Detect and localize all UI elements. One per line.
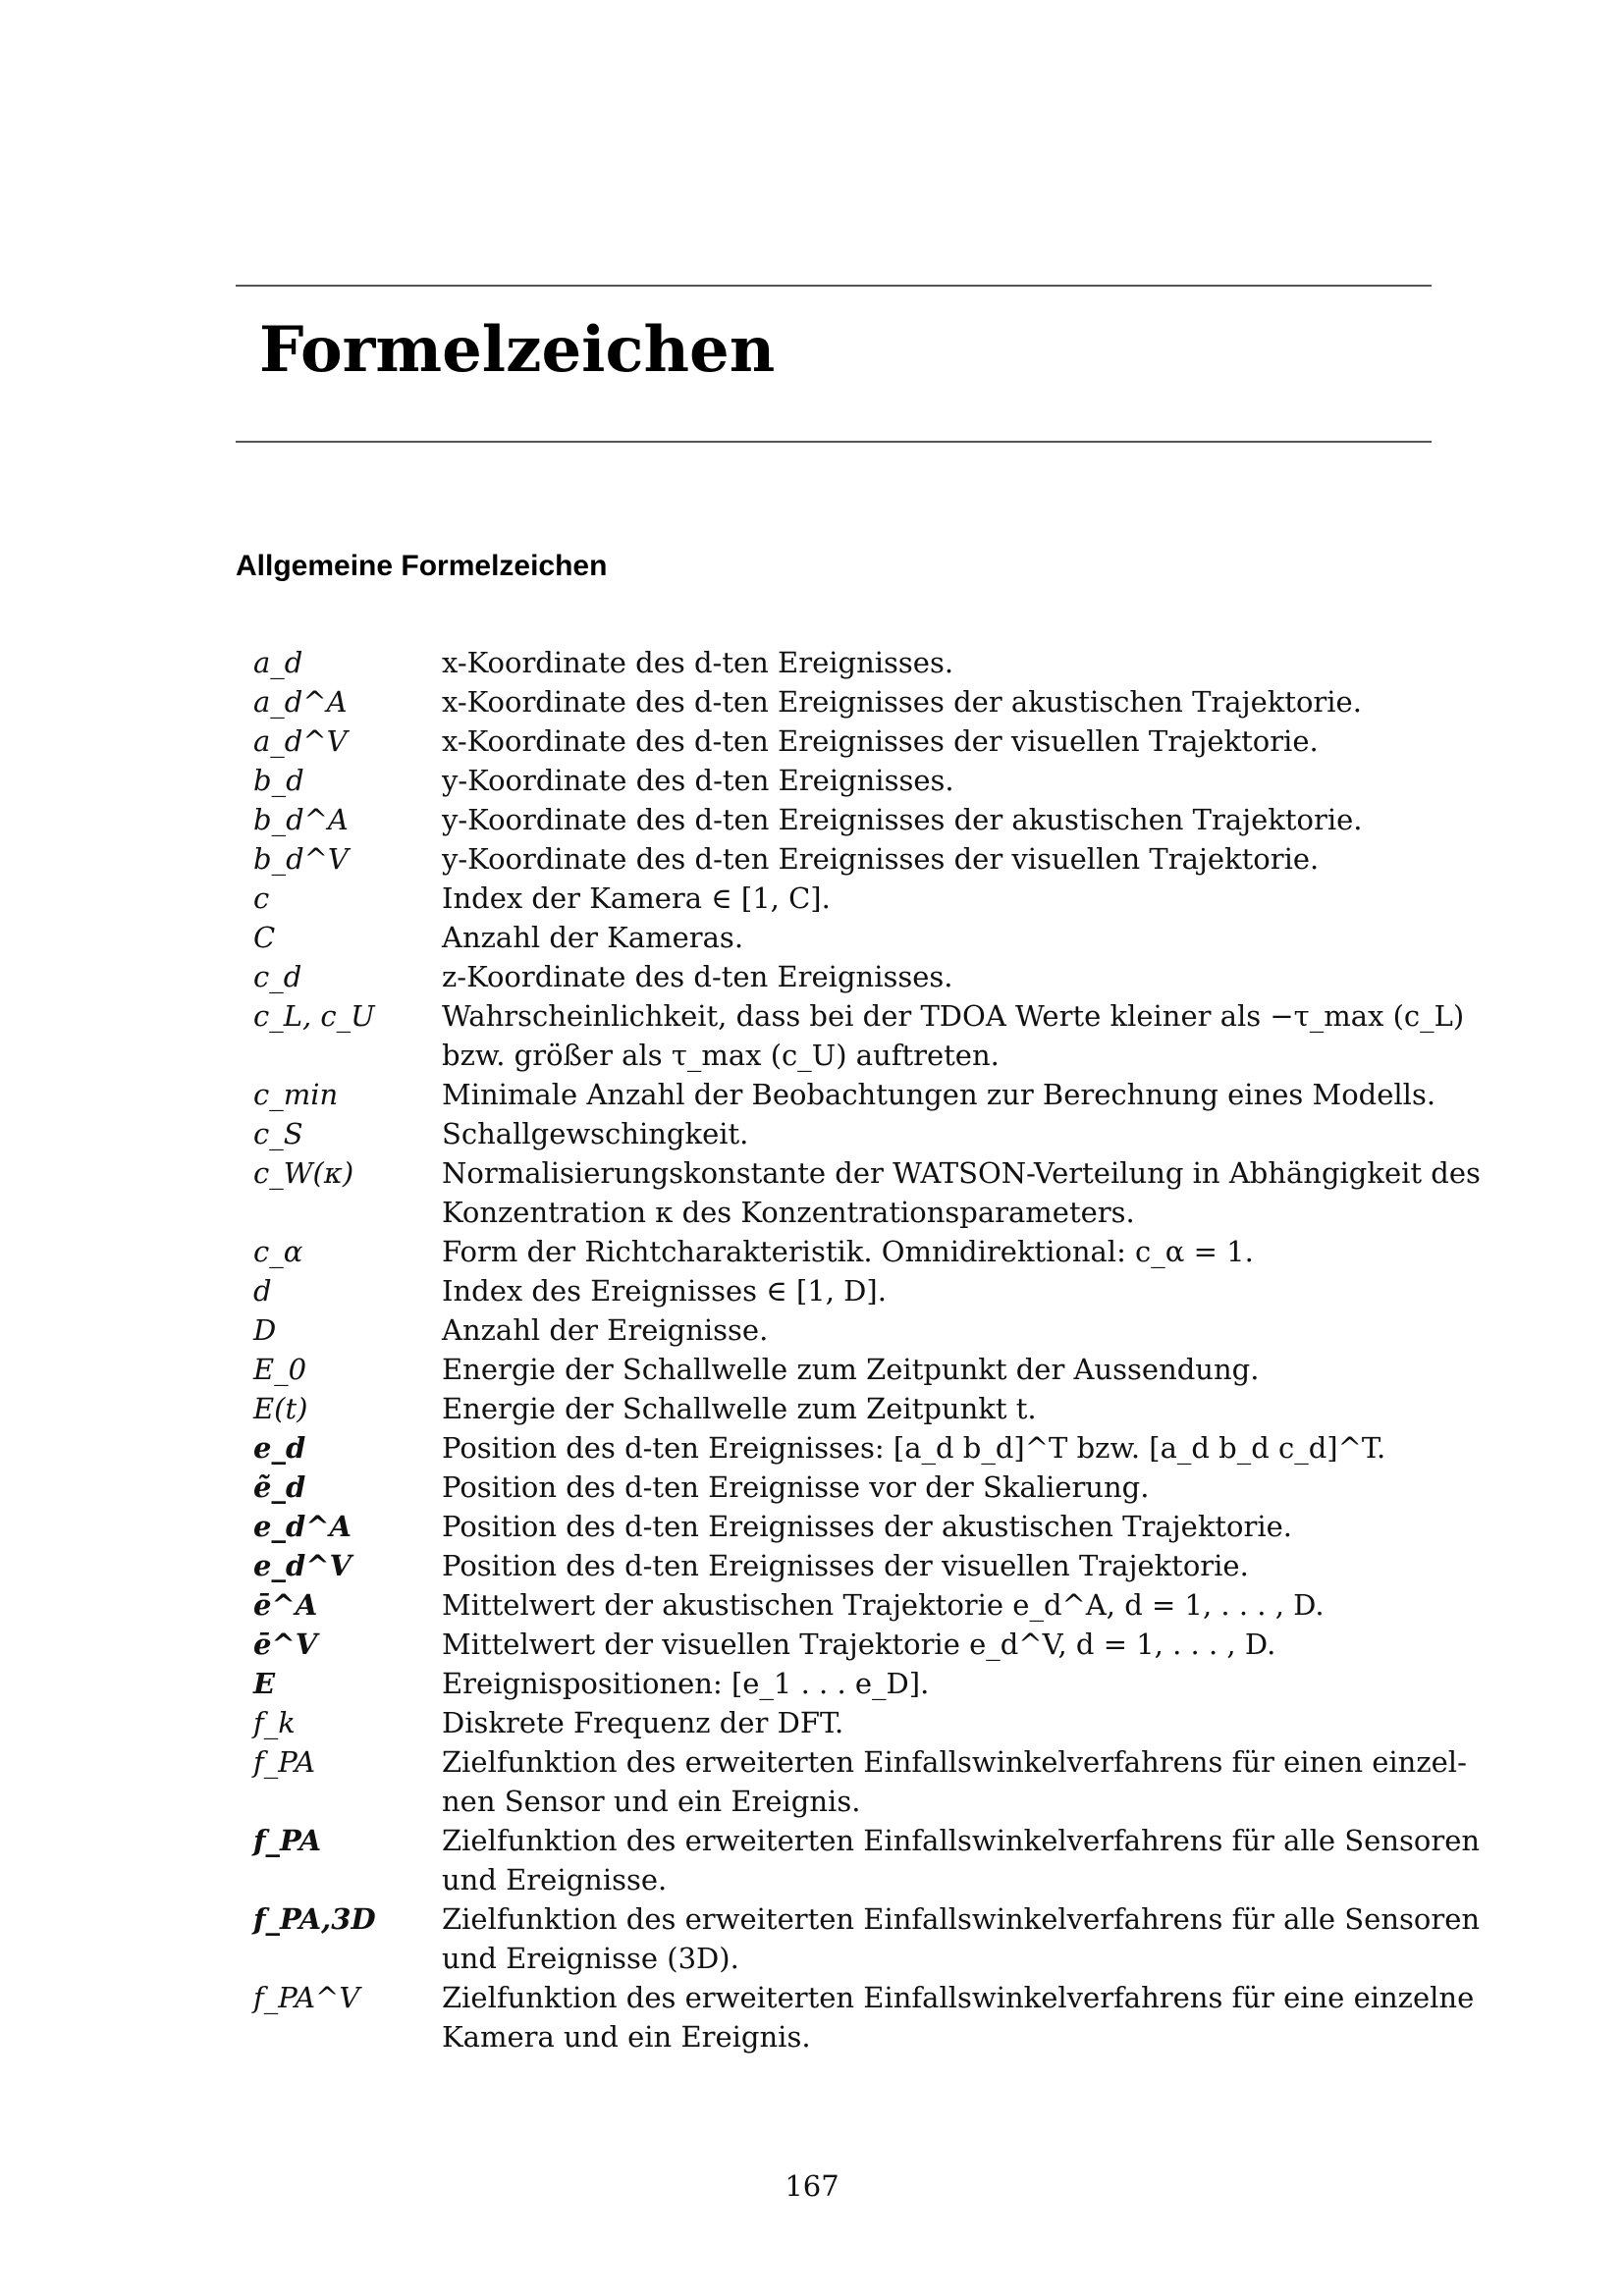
symbol: f_PA^V <box>253 1981 360 2014</box>
symbol-description <box>442 1310 1412 1350</box>
symbol-description <box>442 1075 1436 1114</box>
symbol-row <box>253 1310 1432 1350</box>
symbol: b_d^V <box>253 842 349 876</box>
description-line: Zielfunktion des erweiterten Einfallswinkelverfahrens für eine einzelne <box>442 1981 1475 2014</box>
symbol: e_d^V <box>253 1549 352 1582</box>
symbol-description <box>442 721 1412 761</box>
symbol: c_min <box>253 1078 339 1111</box>
symbol-row <box>253 1546 1432 1585</box>
symbol-description <box>442 1350 1412 1389</box>
symbol-row <box>253 1114 1432 1153</box>
description-line: Energie der Schallwelle zum Zeitpunkt t. <box>442 1392 1037 1425</box>
description-line: Position des d-ten Ereignisses der visuellen Trajektorie. <box>442 1549 1249 1582</box>
symbol-row <box>253 682 1432 721</box>
description-line: Index der Kamera ∈ [1, C]. <box>442 881 831 915</box>
description-line: Schallgewschingkeit. <box>442 1117 749 1150</box>
symbol-description <box>442 1114 1412 1153</box>
symbol-description <box>442 1468 1412 1507</box>
description-line: bzw. größer als τ_max (c_U) auftreten. <box>442 1039 1000 1072</box>
description-line: Energie der Schallwelle zum Zeitpunkt der Aussendung. <box>442 1353 1260 1386</box>
symbol-row <box>253 996 1465 1075</box>
symbol-description <box>442 1585 1412 1625</box>
title-rule-top <box>236 285 1432 287</box>
title-rule-bottom <box>236 441 1432 443</box>
symbol: e_d <box>253 1431 306 1465</box>
symbol: ē^A <box>253 1588 318 1622</box>
symbol-row <box>253 643 1432 682</box>
description-line: Mittelwert der akustischen Trajektorie e_d^A, d = 1, . . . , D. <box>442 1588 1325 1622</box>
symbol-row <box>253 721 1432 761</box>
symbol: a_d^V <box>253 724 348 758</box>
symbol-row <box>253 1703 1432 1742</box>
symbol: b_d^A <box>253 803 349 836</box>
description-line: Anzahl der Ereignisse. <box>442 1313 769 1347</box>
symbol-row <box>253 1821 1481 1899</box>
symbol: E_0 <box>253 1353 307 1386</box>
symbol-description <box>442 682 1412 721</box>
description-line: Index des Ereignisses ∈ [1, D]. <box>442 1274 887 1308</box>
description-line: und Ereignisse (3D). <box>442 1942 739 1975</box>
symbol-row <box>253 1664 1432 1703</box>
symbol-description <box>442 879 1412 918</box>
description-line: Mittelwert der visuellen Trajektorie e_d^V, d = 1, . . . , D. <box>442 1628 1276 1661</box>
symbol-row <box>253 1899 1481 1978</box>
symbol-row <box>253 918 1432 957</box>
symbol: ẽ_d <box>253 1470 306 1504</box>
symbol-description <box>442 1232 1412 1271</box>
symbol: b_d <box>253 764 304 797</box>
symbol: c <box>253 881 270 915</box>
description-line: y-Koordinate des d-ten Ereignisses der akustischen Trajektorie. <box>442 803 1363 836</box>
symbol-description <box>442 1389 1412 1428</box>
description-line: x-Koordinate des d-ten Ereignisses. <box>442 646 954 679</box>
symbol: d <box>253 1274 272 1308</box>
symbol-description <box>442 957 1412 996</box>
symbol-description <box>442 1742 1467 1821</box>
symbol-description <box>442 761 1412 800</box>
chapter-title: Formelzeichen <box>259 313 776 387</box>
description-line: nen Sensor und ein Ereignis. <box>442 1785 861 1818</box>
symbol: E <box>253 1667 276 1700</box>
symbol-row <box>253 1468 1432 1507</box>
symbol: D <box>253 1313 277 1347</box>
symbol: f_PA <box>253 1824 322 1857</box>
symbol-description <box>442 1271 1412 1310</box>
symbol-row <box>253 1075 1436 1114</box>
symbol-row <box>253 879 1432 918</box>
description-line: Form der Richtcharakteristik. Omnidirektional: c_α = 1. <box>442 1235 1254 1268</box>
symbol: c_W(κ) <box>253 1156 354 1190</box>
symbol-row <box>253 1428 1432 1468</box>
symbol-description <box>442 1899 1481 1978</box>
symbol-description <box>442 1507 1412 1546</box>
description-line: Normalisierungskonstante der WATSON-Verteilung in Abhängigkeit des <box>442 1156 1481 1190</box>
symbol: a_d <box>253 646 303 679</box>
description-line: Konzentration κ des Konzentrationsparameters. <box>442 1196 1135 1229</box>
symbol: c_S <box>253 1117 303 1150</box>
symbol: f_PA,3D <box>253 1902 376 1936</box>
section-heading: Allgemeine Formelzeichen <box>236 550 608 582</box>
symbol-row <box>253 1153 1481 1232</box>
description-line: Zielfunktion des erweiterten Einfallswinkelverfahrens für alle Sensoren <box>442 1902 1481 1936</box>
symbol-row <box>253 1350 1432 1389</box>
description-line: y-Koordinate des d-ten Ereignisses. <box>442 764 954 797</box>
symbol-row <box>253 1232 1432 1271</box>
symbol-list <box>253 643 1481 2056</box>
description-line: Diskrete Frequenz der DFT. <box>442 1706 844 1739</box>
description-line: Zielfunktion des erweiterten Einfallswinkelverfahrens für einen einzel- <box>442 1745 1467 1779</box>
symbol: C <box>253 921 276 954</box>
description-line: Anzahl der Kameras. <box>442 921 744 954</box>
description-line: Position des d-ten Ereignisses der akustischen Trajektorie. <box>442 1510 1293 1543</box>
description-line: und Ereignisse. <box>442 1863 668 1896</box>
symbol-description <box>442 1546 1412 1585</box>
symbol-description <box>442 918 1412 957</box>
symbol-row <box>253 1507 1432 1546</box>
symbol-description <box>442 1821 1481 1899</box>
description-line: x-Koordinate des d-ten Ereignisses der akustischen Trajektorie. <box>442 685 1362 719</box>
symbol-row <box>253 800 1432 839</box>
symbol-description <box>442 839 1412 879</box>
symbol-row <box>253 1742 1467 1821</box>
symbol-row <box>253 1585 1432 1625</box>
symbol-description <box>442 1703 1412 1742</box>
symbol-description <box>442 1153 1481 1232</box>
symbol-description <box>442 1664 1412 1703</box>
description-line: x-Koordinate des d-ten Ereignisses der visuellen Trajektorie. <box>442 724 1319 758</box>
symbol-description <box>442 1428 1412 1468</box>
description-line: z-Koordinate des d-ten Ereignisses. <box>442 960 953 993</box>
description-line: Kamera und ein Ereignis. <box>442 2020 811 2054</box>
symbol: e_d^A <box>253 1510 352 1543</box>
symbol-row <box>253 1389 1432 1428</box>
symbol-row <box>253 761 1432 800</box>
description-line: Minimale Anzahl der Beobachtungen zur Berechnung eines Modells. <box>442 1078 1436 1111</box>
symbol-description <box>442 800 1412 839</box>
symbol: ē^V <box>253 1628 318 1661</box>
symbol-row <box>253 839 1432 879</box>
symbol-row <box>253 1978 1475 2056</box>
symbol: f_k <box>253 1706 296 1739</box>
description-line: y-Koordinate des d-ten Ereignisses der visuellen Trajektorie. <box>442 842 1320 876</box>
symbol-description <box>442 1625 1412 1664</box>
symbol-description <box>442 996 1465 1075</box>
symbol: E(t) <box>253 1392 308 1425</box>
description-line: Wahrscheinlichkeit, dass bei der TDOA Werte kleiner als −τ_max (c_L) <box>442 999 1465 1033</box>
description-line: Ereignispositionen: [e_1 . . . e_D]. <box>442 1667 930 1700</box>
symbol-description <box>442 643 1412 682</box>
description-line: Position des d-ten Ereignisse vor der Skalierung. <box>442 1470 1150 1504</box>
symbol: f_PA <box>253 1745 316 1779</box>
description-line: Position des d-ten Ereignisses: [a_d b_d]^T bzw. [a_d b_d c_d]^T. <box>442 1431 1386 1465</box>
symbol: c_α <box>253 1235 303 1268</box>
page-number: 167 <box>785 2169 839 2203</box>
symbol-row <box>253 1271 1432 1310</box>
symbol-description <box>442 1978 1475 2056</box>
symbol-row <box>253 957 1432 996</box>
symbol: c_d <box>253 960 302 993</box>
symbol: c_L, c_U <box>253 999 375 1033</box>
symbol-row <box>253 1625 1432 1664</box>
symbol: a_d^A <box>253 685 348 719</box>
description-line: Zielfunktion des erweiterten Einfallswinkelverfahrens für alle Sensoren <box>442 1824 1481 1857</box>
